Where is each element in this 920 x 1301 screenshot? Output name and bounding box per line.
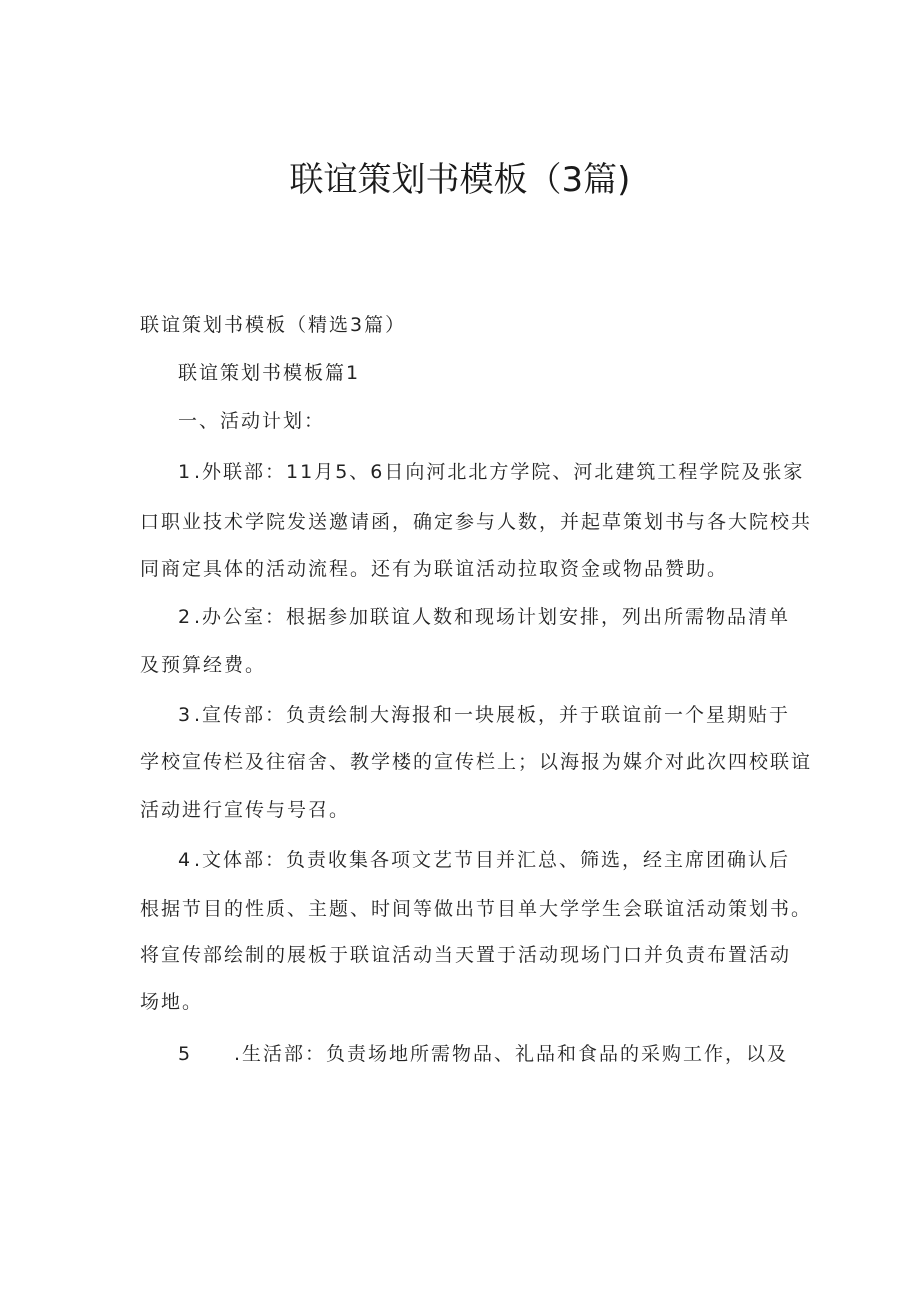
item-2-line-1 xyxy=(178,602,790,629)
item-1-line-1 xyxy=(178,457,804,484)
plan-heading: 一、活动计划： xyxy=(178,410,326,432)
page-title: 联谊策划书模板（3篇) xyxy=(289,160,631,200)
paragraph-text: .生活部：负责场地所需物品、礼品和食品的采购工作，以及 xyxy=(234,1043,789,1065)
subtitle: 联谊策划书模板（精选3篇） xyxy=(140,314,407,336)
item-5-line-1 xyxy=(178,1039,788,1066)
section-heading: 联谊策划书模板篇1 xyxy=(178,362,361,384)
item-3-line-2: 学校宣传栏及往宿舍、教学楼的宣传栏上；以海报为媒介对此次四校联谊 xyxy=(140,751,813,773)
paragraph-text: .办公室：根据参加联谊人数和现场计划安排，列出所需物品清单 xyxy=(194,606,791,628)
item-number: 5 xyxy=(178,1043,193,1065)
paragraph-text: .宣传部：负责绘制大海报和一块展板，并于联谊前一个星期贴于 xyxy=(194,704,791,726)
item-1-line-2: 口职业技术学院发送邀请函，确定参与人数，并起草策划书与各大院校共 xyxy=(140,511,813,533)
item-4-line-1 xyxy=(178,845,790,872)
item-number: 1 xyxy=(178,461,193,483)
item-number: 3 xyxy=(178,704,193,726)
item-4-line-3: 将宣传部绘制的展板于联谊活动当天置于活动现场门口并负责布置活动 xyxy=(140,944,792,966)
item-4-line-2: 根据节目的性质、主题、时间等做出节目单大学学生会联谊活动策划书。 xyxy=(140,898,813,920)
item-number: 2 xyxy=(178,606,193,628)
item-4-line-4: 场地。 xyxy=(140,991,204,1013)
item-3-line-3: 活动进行宣传与号召。 xyxy=(140,799,351,821)
paragraph-text: .外联部：11月5、6日向河北北方学院、河北建筑工程学院及张家 xyxy=(194,461,805,483)
item-3-line-1 xyxy=(178,700,790,727)
item-2-line-2: 及预算经费。 xyxy=(140,654,267,676)
paragraph-text: .文体部：负责收集各项文艺节目并汇总、筛选，经主席团确认后 xyxy=(194,849,791,871)
item-1-line-3: 同商定具体的活动流程。还有为联谊活动拉取资金或物品赞助。 xyxy=(140,558,729,580)
item-number: 4 xyxy=(178,849,193,871)
